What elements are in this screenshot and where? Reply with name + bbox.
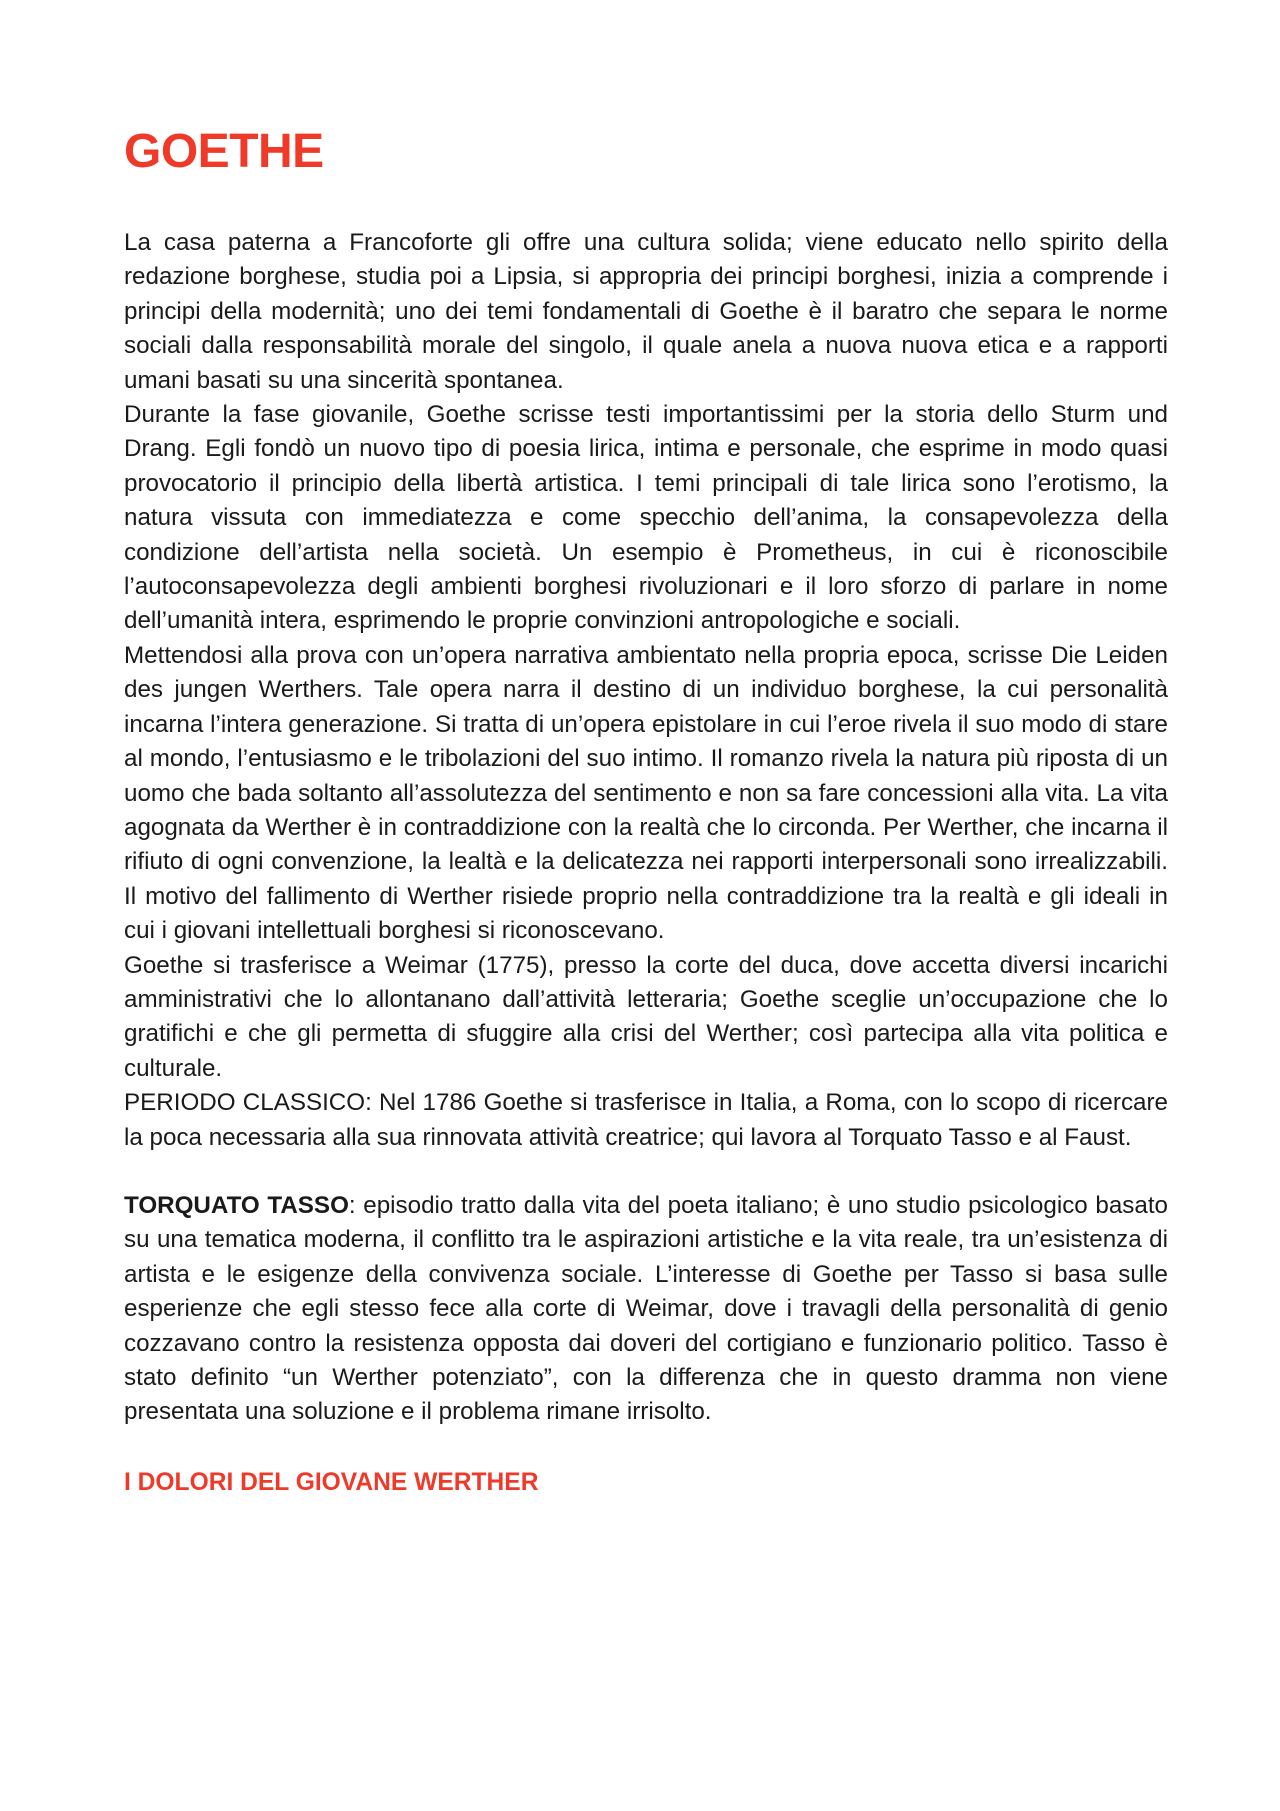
paragraph-werther: Mettendosi alla prova con un’opera narrativa ambientato nella propria epoca, scrisse Die Leiden des jungen Werthers. Tale opera narra il destino di un individuo borghese, la cui personalità incarna l’intera generazione. Si tratta di un’opera epistolare in cui l’eroe rivela il suo modo di stare al mondo, l’entusiasmo e le tribolazioni del suo intimo. Il romanzo rivela la natura più riposta di un uomo che bada soltanto all’assolutezza del sentimento e non sa fare concessioni alla vita. La vita agognata da Werther è in contraddizione con la realtà che lo circonda. Per Werther, che incarna il rifiuto di ogni convenzione, la lealtà e la delicatezza nei rapporti interpersonali sono irrealizzabili. Il motivo del fallimento di Werther risiede proprio nella contraddizione tra la realtà e gli ideali in cui i giovani intellettuali borghesi si riconoscevano.: [124, 641, 1168, 945]
tasso-description: : episodio tratto dalla vita del poeta italiano; è uno studio psicologico basato su una tematica moderna, il conflitto tra le aspirazioni artistiche e la vita reale, tra un’esistenza di artista e le esigenze della convivenza sociale. L’interesse di Goethe per Tasso si basa sulle esperienze che egli stesso fece alla corte di Weimar, dove i travagli della personalità di genio cozzavano contro la resistenza opposta dai doveri del cortigiano e funzionario politico. Tasso è stato definito “un Werther potenziato”, con la differenza che in questo dramma non viene presentata una soluzione e il problema rimane irrisolto.: [124, 1191, 1168, 1426]
document-page: [124, 124, 1168, 1500]
paragraph-torquato-tasso: [124, 1189, 1168, 1430]
page-title: GOETHE: [124, 125, 324, 178]
paragraph-spacer: [124, 1155, 1168, 1189]
paragraph-periodo-classico: PERIODO CLASSICO: Nel 1786 Goethe si trasferisce in Italia, a Roma, con lo scopo di ricercare la poca necessaria alla sua rinnovata attività creatrice; qui lavora al Torquato Tasso e al Faust.: [124, 1089, 1168, 1151]
section-heading-werther: I DOLORI DEL GIOVANE WERTHER: [124, 1468, 539, 1496]
paragraph-weimar: Goethe si trasferisce a Weimar (1775), presso la corte del duca, dove accetta diversi incarichi amministrativi che lo allontanano dall’attività letteraria; Goethe sceglie un’occupazione che lo gratifichi e che gli permetta di sfuggire alla crisi del Werther; così partecipa alla vita politica e culturale.: [124, 951, 1168, 1082]
tasso-lead-term: TORQUATO TASSO: [124, 1191, 349, 1219]
paragraph-family-education: La casa paterna a Francoforte gli offre una cultura solida; viene educato nello spirito della redazione borghese, studia poi a Lipsia, si appropria dei principi borghesi, inizia a comprende i principi della modernità; uno dei temi fondamentali di Goethe è il baratro che separa le norme sociali dalla responsabilità morale del singolo, il quale anela a nuova nuova etica e a rapporti umani basati su una sincerità spontanea.: [124, 229, 1168, 394]
paragraph-sturm-und-drang: Durante la fase giovanile, Goethe scrisse testi importantissimi per la storia dello Sturm und Drang. Egli fondò un nuovo tipo di poesia lirica, intima e personale, che esprime in modo quasi provocatorio il principio della libertà artistica. I temi principali di tale lirica sono l’erotismo, la natura vissuta con immediatezza e come specchio dell’anima, la consapevolezza della condizione dell’artista nella società. Un esempio è Prometheus, in cui è riconoscibile l’autoconsapevolezza degli ambienti borghesi rivoluzionari e il loro sforzo di parlare in nome dell’umanità intera, esprimendo le proprie convinzioni antropologiche e sociali.: [124, 401, 1168, 635]
